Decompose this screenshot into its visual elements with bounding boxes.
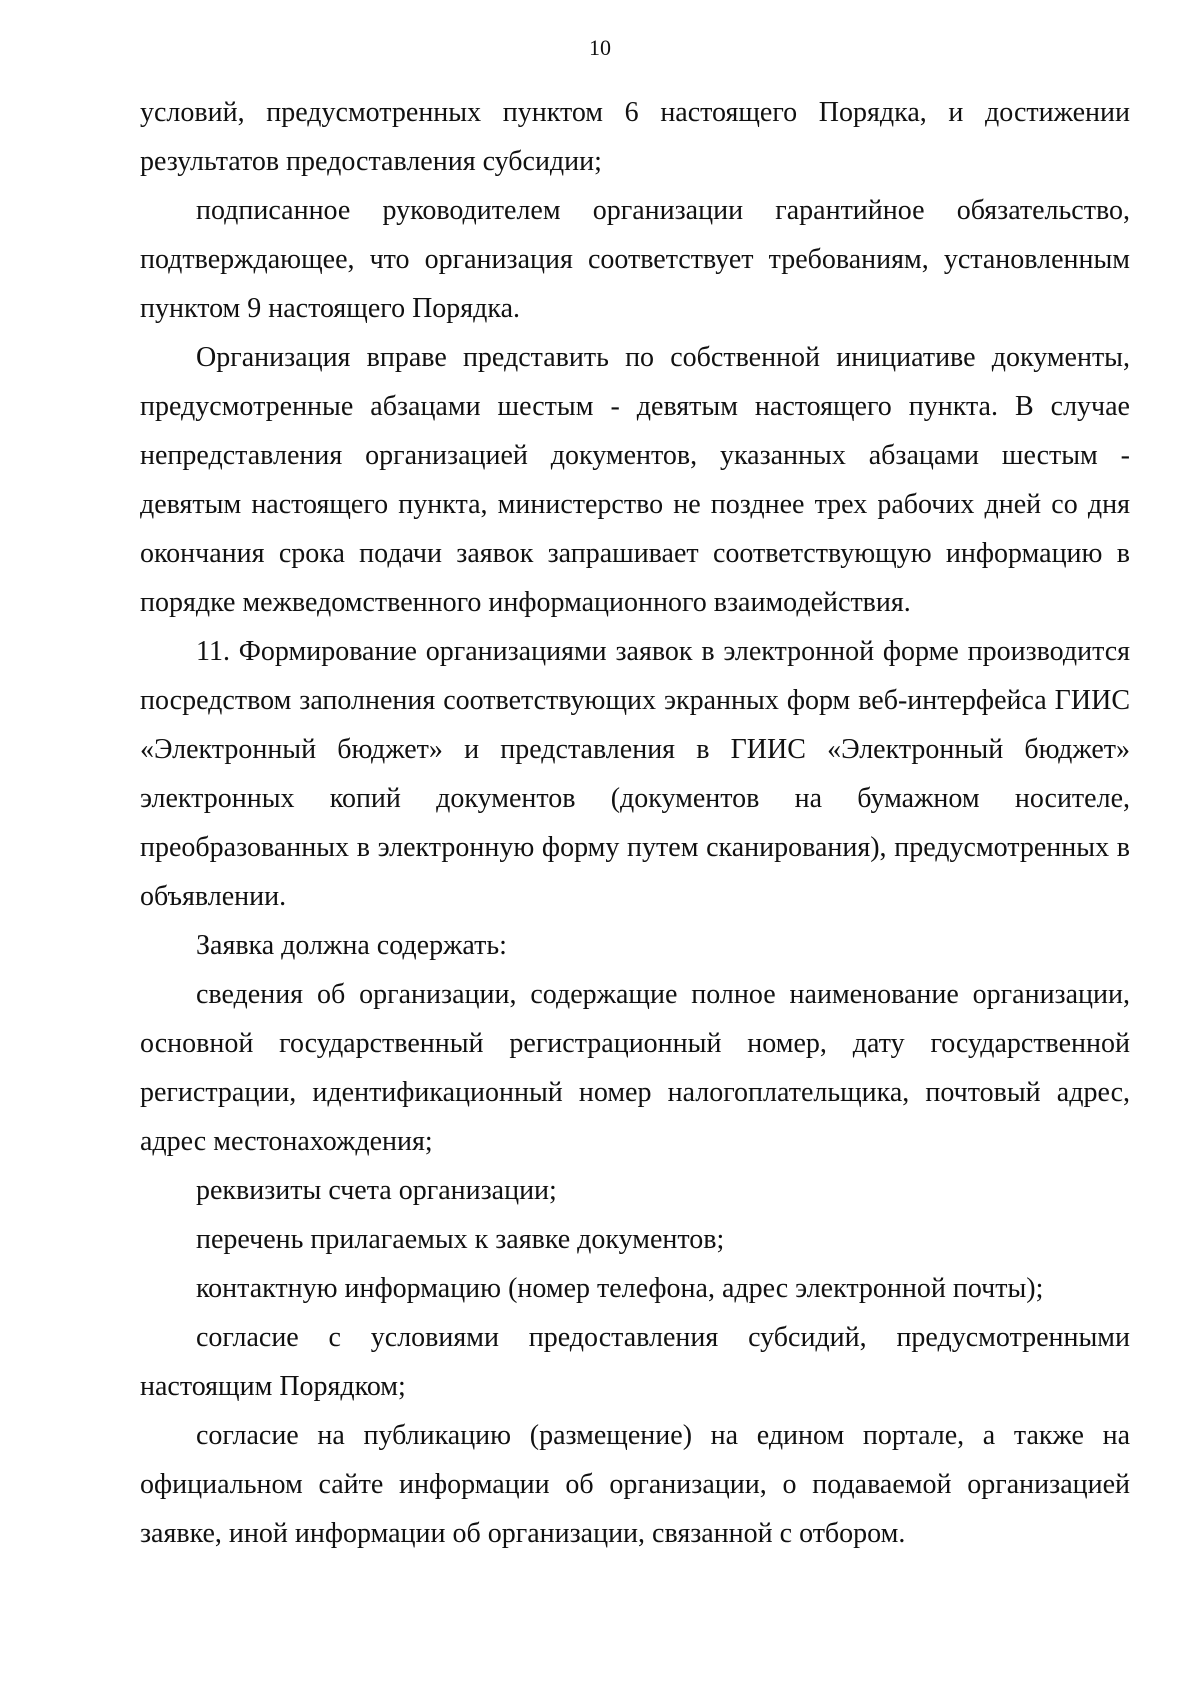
paragraph-consent-publication: согласие на публикацию (размещение) на едином портале, а также на официальном сайте информации об организации, о подаваемой организацией заявке, иной информации об организации, связанной с отбором. — [140, 1420, 1130, 1549]
paragraph-organization-info: сведения об организации, содержащие полное наименование организации, основной государственный регистрационный номер, дату государственной регистрации, идентификационный номер налогоплательщика, почтовый адрес, адрес местонахождения; — [140, 979, 1130, 1157]
paragraph-contact-info: контактную информацию (номер телефона, адрес электронной почты); — [196, 1273, 1044, 1304]
paragraph-item-11: 11. Формирование организациями заявок в электронной форме производится посредством заполнения соответствующих экранных форм веб-интерфейса ГИИС «Электронный бюджет» и представления в ГИИС «Электронный бюджет» электронных копий документов (документов на бумажном носителе, преобразованных в электронную форму путем сканирования), предусмотренных в объявлении. — [140, 636, 1130, 912]
paragraph-attached-documents: перечень прилагаемых к заявке документов; — [196, 1224, 725, 1255]
paragraph-guarantee-obligation: подписанное руководителем организации гарантийное обязательство, подтверждающее, что организация соответствует требованиям, установленным пунктом 9 настоящего Порядка. — [140, 195, 1130, 324]
paragraph-own-initiative-documents: Организация вправе представить по собственной инициативе документы, предусмотренные абзацами шестым - девятым настоящего пункта. В случае непредставления организацией документов, указанных абзацами шестым - девятым настоящего пункта, министерство не позднее трех рабочих дней со дня окончания срока подачи заявок запрашивает соответствующую информацию в порядке межведомственного информационного взаимодействия. — [140, 342, 1130, 618]
page-number: 10 — [589, 35, 611, 60]
paragraph-account-details: реквизиты счета организации; — [196, 1175, 557, 1206]
paragraph-continuation: условий, предусмотренных пунктом 6 настоящего Порядка, и достижении результатов предоставления субсидии; — [140, 97, 1130, 177]
paragraph-consent-conditions: согласие с условиями предоставления субсидий, предусмотренными настоящим Порядком; — [140, 1322, 1130, 1402]
document-body — [140, 88, 1130, 1558]
paragraph-application-contents: Заявка должна содержать: — [196, 930, 507, 961]
